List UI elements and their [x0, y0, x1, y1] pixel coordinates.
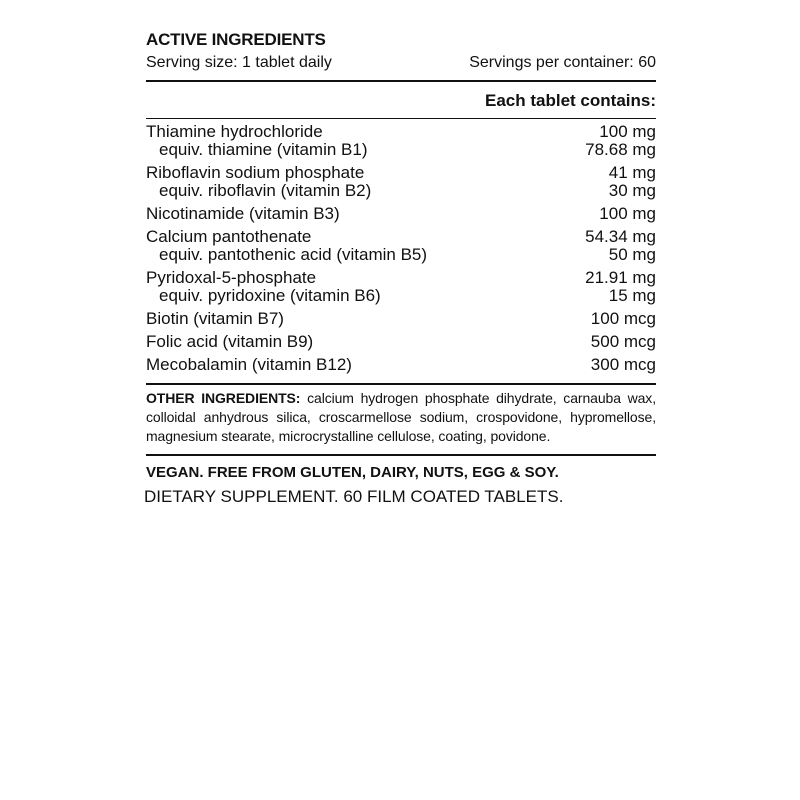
ingredient-equivalent-amount: 15 mg — [608, 286, 656, 305]
ingredient-item — [146, 164, 656, 200]
ingredient-equivalent-name: equiv. pyridoxine (vitamin B6) — [159, 286, 381, 305]
ingredient-name: Pyridoxal-5-phosphate — [146, 268, 317, 287]
ingredient-equivalent-name: equiv. riboflavin (vitamin B2) — [159, 181, 372, 200]
ingredient-name: Mecobalamin (vitamin B12) — [146, 355, 352, 374]
ingredient-name: Riboflavin sodium phosphate — [146, 163, 365, 182]
divider-rule — [146, 80, 656, 82]
ingredient-equivalent-amount: 30 mg — [608, 181, 656, 200]
ingredient-name: Calcium pantothenate — [146, 227, 312, 246]
column-header: Each tablet contains: — [485, 91, 656, 110]
ingredient-equivalent-name: equiv. thiamine (vitamin B1) — [159, 140, 368, 159]
ingredient-amount: 300 mcg — [590, 355, 656, 374]
other-ingredients-label: OTHER INGREDIENTS: — [146, 390, 301, 406]
ingredient-item — [146, 310, 656, 328]
ingredient-amount: 21.91 mg — [585, 268, 656, 287]
serving-size: Serving size: 1 tablet daily — [146, 54, 332, 71]
ingredient-amount: 100 mg — [599, 122, 656, 141]
ingredient-amount: 100 mcg — [590, 309, 656, 328]
ingredient-equivalent-name: equiv. pantothenic acid (vitamin B5) — [159, 245, 428, 264]
serving-info-row — [146, 53, 656, 73]
ingredient-equivalent-amount: 78.68 mg — [585, 140, 656, 159]
dietary-statement: DIETARY SUPPLEMENT. 60 FILM COATED TABLETS. — [144, 487, 564, 506]
vegan-statement: VEGAN. FREE FROM GLUTEN, DAIRY, NUTS, EGG & SOY. — [146, 464, 559, 481]
ingredient-name: Biotin (vitamin B7) — [146, 309, 284, 328]
label-title: ACTIVE INGREDIENTS — [146, 30, 326, 49]
ingredient-amount: 100 mg — [599, 204, 656, 223]
divider-rule — [146, 454, 656, 456]
ingredient-item — [146, 123, 656, 159]
ingredient-amount: 500 mcg — [590, 332, 656, 351]
other-ingredients — [146, 385, 656, 454]
ingredient-name: Nicotinamide (vitamin B3) — [146, 204, 340, 223]
ingredient-equivalent-amount: 50 mg — [608, 245, 656, 264]
ingredient-item — [146, 269, 656, 305]
ingredient-item — [146, 356, 656, 374]
supplement-facts-label — [146, 30, 656, 508]
ingredient-amount: 54.34 mg — [585, 227, 656, 246]
ingredient-amount: 41 mg — [608, 163, 656, 182]
servings-per-container: Servings per container: 60 — [469, 54, 656, 71]
ingredient-item — [146, 205, 656, 223]
ingredient-list — [146, 119, 656, 383]
ingredient-item — [146, 228, 656, 264]
other-ingredients-text: calcium hydrogen phosphate dihydrate, carnauba wax, colloidal anhydrous silica, croscarmellose sodium, crospovidone, hypromellose, magnesium stearate, microcrystalline cellulose, coating, povidone. — [146, 390, 656, 444]
ingredient-item — [146, 333, 656, 351]
ingredient-name: Thiamine hydrochloride — [146, 122, 323, 141]
ingredient-name: Folic acid (vitamin B9) — [146, 332, 314, 351]
